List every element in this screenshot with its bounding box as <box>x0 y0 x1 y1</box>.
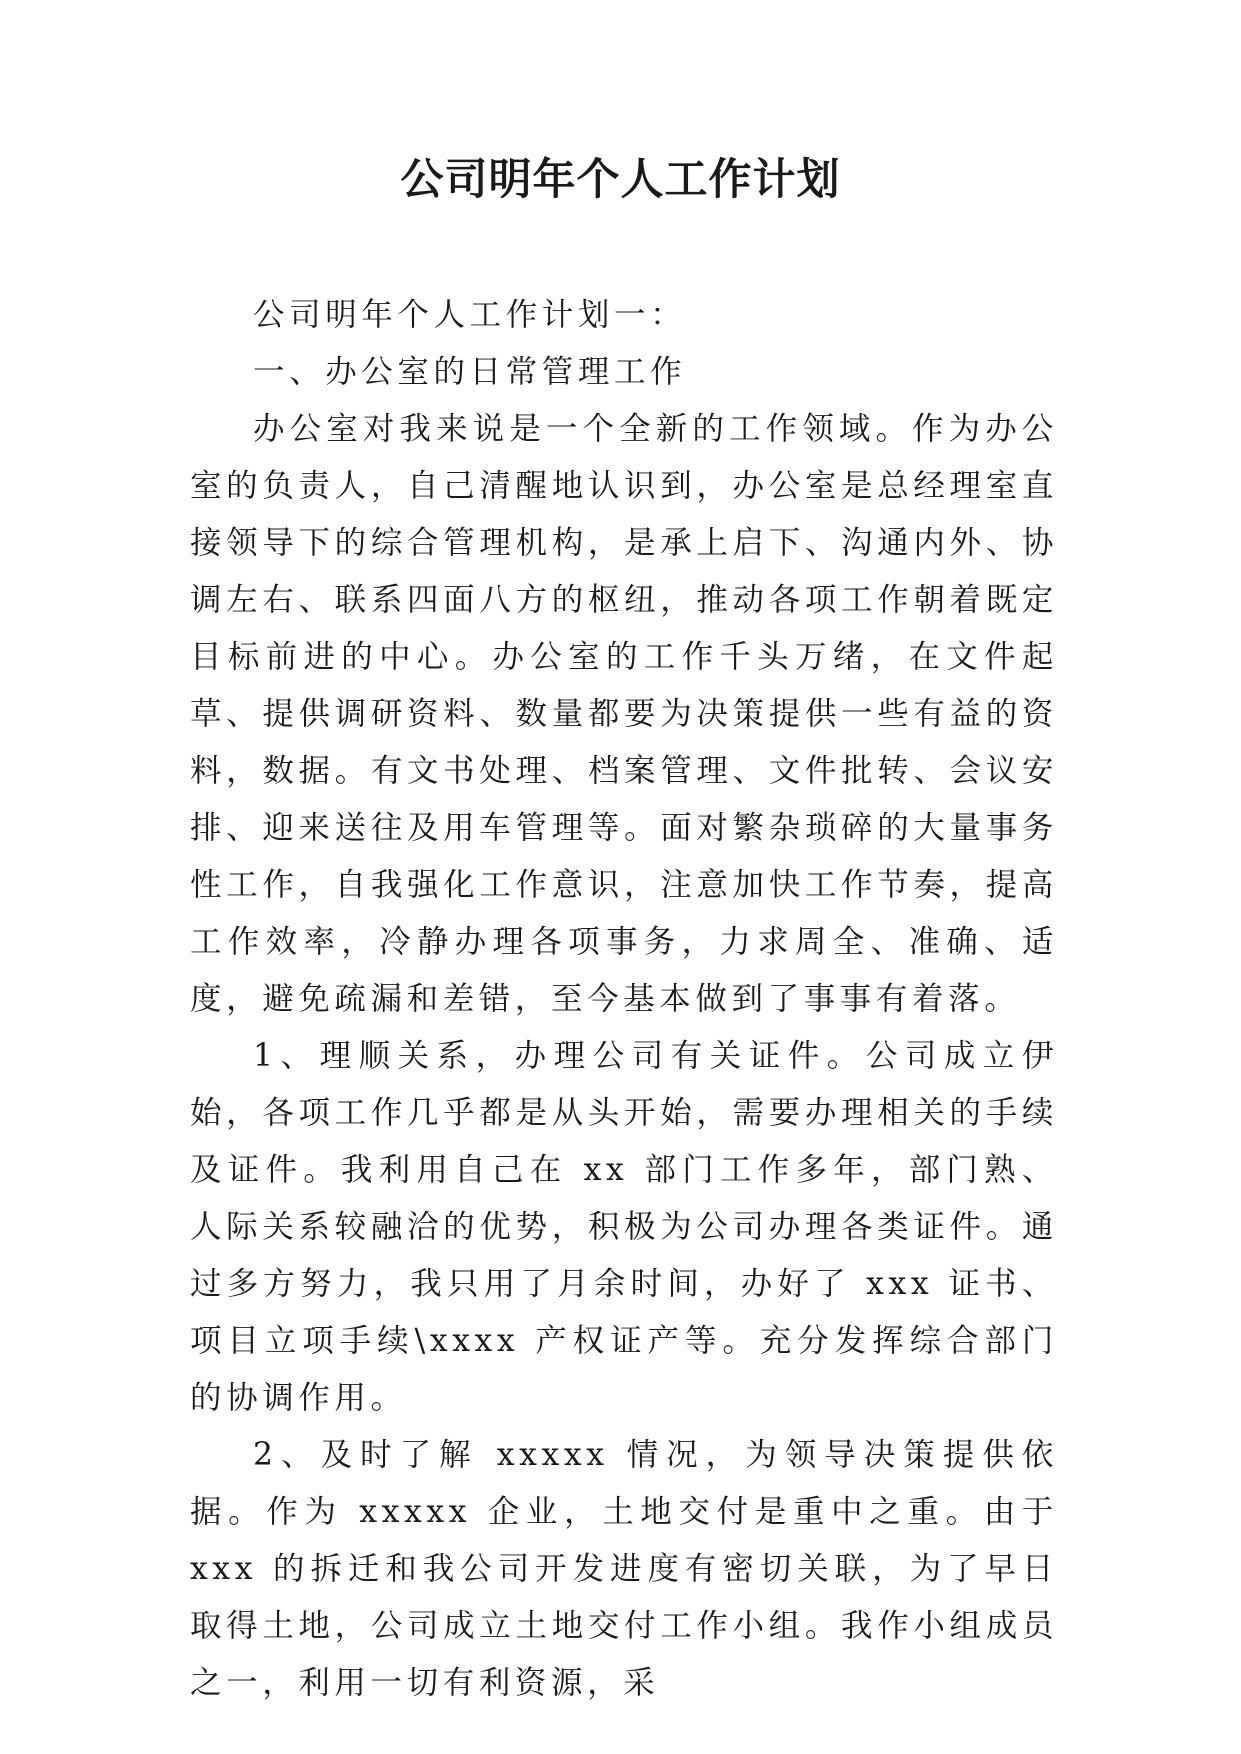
document-body <box>190 287 1058 1712</box>
paragraph: 1、理顺关系，办理公司有关证件。公司成立伊始，各项工作几乎都是从头开始，需要办理相关的手续及证件。我利用自己在 xx 部门工作多年，部门熟、人际关系较融洽的优势，积极为公司办理各类证件。通过多方努力，我只用了月余时间，办好了 xxx 证书、项目立项手续\xxxx 产权证产等。充分发挥综合部门的协调作用。 <box>190 1038 1058 1416</box>
document-title: 公司明年个人工作计划 <box>400 155 841 205</box>
section-intro: 公司明年个人工作计划一： <box>253 297 687 333</box>
paragraph: 办公室对我来说是一个全新的工作领域。作为办公室的负责人，自己清醒地认识到，办公室是总经理室直接领导下的综合管理机构，是承上启下、沟通内外、协调左右、联系四面八方的枢纽，推动各项工作朝着既定目标前进的中心。办公室的工作千头万绪，在文件起草、提供调研资料、数量都要为决策提供一些有益的资料，数据。有文书处理、档案管理、文件批转、会议安排、迎来送往及用车管理等。面对繁杂琐碎的大量事务性工作，自我强化工作意识，注意加快工作节奏，提高工作效率，冷静办理各项事务，力求周全、准确、适度，避免疏漏和差错，至今基本做到了事事有着落。 <box>190 411 1058 1017</box>
section-heading: 一、办公室的日常管理工作 <box>253 354 687 390</box>
paragraph: 2、及时了解 xxxxx 情况，为领导决策提供依据。作为 xxxxx 企业，土地交付是重中之重。由于 xxx 的拆迁和我公司开发进度有密切关联，为了早日取得土地，公司成立土地交付工作小组。我作小组成员之一，利用一切有利资源，采 <box>190 1437 1058 1701</box>
